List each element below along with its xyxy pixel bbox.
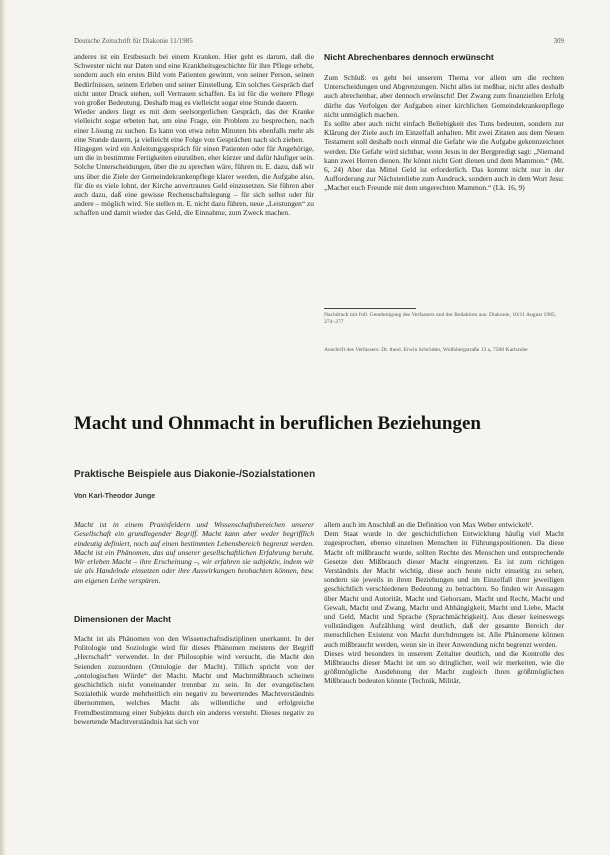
- running-header: [74, 37, 564, 49]
- author-address: Anschrift des Verfassers: Dr. theol. Erwin Schrödter, Wolfsbergstraße 13 a, 7500 Karlsruhe: [324, 347, 528, 353]
- paragraph: Hingegen wird ein Anleitungsgespräch für einen Patienten oder für Angehörige, um die in bestimmte Fertigkeiten einzuüben, eher kürzer und dafür häufiger sein.: [74, 144, 314, 163]
- reprint-note: Nachdruck mit frdl. Genehmigung des Verfassers und der Redaktion aus: Diakonie, 10/11 August 1985, 274–277: [324, 312, 557, 326]
- prev-article-column-2: [324, 52, 564, 314]
- prev-article-column-1: [74, 52, 314, 370]
- article-subtitle: Praktische Beispiele aus Diakonie-/Sozialstationen: [74, 469, 316, 480]
- paragraph: Dem Staat wurde in der geschichtlichen Entwicklung häufig viel Macht zugesprochen, ebenso einzelnen Menschen in Führungspositionen. Da diese Macht oft mißbraucht wurde, sollten Rechte des Menschen und entsprechende Gesetze den Mißbrauch dieser Macht eingrenzen. Es ist zum richtigen Verständnis der Macht wichtig, diese auch heute nicht einseitig zu sehen, sondern sie jeweils in ihren Beziehungen und im Einzelfall ihrer jeweiligen geschichtlich verschiedenen Bedeutung zu betrachten. So finden wir Aussagen über Macht und Autorität, Macht und Gehorsam, Macht und Recht, Macht und Gewalt, Macht und Zwang, Macht und Abhängigkeit, Macht und Liebe, Macht und Geld, Macht und Sprache (Sprachmächtigkeit). Aus dieser keineswegs vollständigen Aufzählung wird deutlich, daß der gesamte Bereich der menschlichen Existenz von Macht durchdrungen ist. Alle Phänomene können auch mißbraucht werden, wenn sie in ihrer Anwendung nicht begrenzt werden.: [324, 529, 564, 649]
- section-heading-dimensions: Dimensionen der Macht: [74, 614, 171, 624]
- running-head: Deutsche Zeitschrift für Diakonie 11/1985: [74, 37, 193, 45]
- author-byline: Von Karl-Theodor Junge: [74, 493, 156, 500]
- paragraph: Wieder anders liegt es mit dem seelsorgerlichen Gespräch, das der Kranke vielleicht sogar erbeten hat, um eine Frage, ein Problem zu besprechen, nach einer Lösung zu suchen. Es kann von etwa zehn Minuten bis ebenfalls mehr als eine Stunde dauern, ja vielleicht eine Folge von Gesprächen nach sich ziehen.: [74, 107, 314, 144]
- paragraph: allem auch im Anschluß an die Definition von Max Weber entwickelt¹.: [324, 520, 534, 529]
- paragraph: Es sollte aber auch nicht einfach Beliebigkeit des Tuns bedeuten, sondern zur Klärung der Ziele auch im Einzelfall anhalten. Mit zwei Zitaten aus dem Neuen Testament soll deshalb noch einmal die Gefahr wie die Aufgabe gekennzeichnet werden. Die Gefahr wird sichtbar, wenn Jesus in der Bergpredigt sagt: „Niemand kann zwei Herren dienen. Ihr könnt nicht Gott dienen und dem Mammon.“ (Mt. 6, 24) Aber das Mittel Geld ist erforderlich. Das kommt nicht nur in der Aufforderung zur Nächstenliebe zum Ausdruck, sondern auch in dem Wort Jesu: „Machet euch Freunde mit dem ungerechten Mammon.“ (Lk. 16, 9): [324, 119, 564, 193]
- paragraph: Solche Unterscheidungen, über die zu sprechen wäre, führen m. E. dazu, daß wir uns über die Ziele der Gemeindekrankenpflege klarer werden, die Aufgabe also, für die es viele lohnt, der Kirche anvertrautes Geld einzusetzen. Sie führen aber auch dazu, daß eine gewisse Rechenschaftslegung – für sich selbst oder für andere – möglich wird. Sie stellen m. E. nicht dazu führen, neue „Leistungen“ zu schaffen und damit wieder das Geld, die Einnahme, zum Zweck machen.: [74, 162, 314, 218]
- article-abstract: Macht ist in einem Praxisfeldern und Wissenschaftsbereichen unserer Gesellschaft ein grundlegender Begriff. Macht kann aber weder begrifflich eindeutig definiert, noch auf einen bestimmten Lebensbereich begrenzt werden. Macht ist ein Phänomen, das auf unserer gesellschaftlichen Erfahrung beruht. Wir erleben Macht – ihre Erscheinung –, wir erfahren sie subjektiv, indem wir sie als Handelnde einsetzen oder ihre Auswirkungen beobachten können, bzw. am eigenen Leibe verspüren.: [74, 520, 314, 585]
- footnote-rule: [324, 308, 416, 309]
- article-column-1: [74, 634, 314, 834]
- paragraph: Dieses wird besonders in unserem Zeitalter deutlich, und die Kontrolle des Mißbrauchs dieser Macht ist um so dringlicher, weil wir merkeiten, wie die größtmögliche Ausdehnung der Macht zugleich ihren größtmöglichen Mißbrauch bedeuten könnte (Technik, Militär,: [324, 648, 564, 686]
- article-column-2: [324, 520, 564, 838]
- page-edge-shadow: [0, 0, 6, 855]
- page-number: 309: [553, 37, 564, 45]
- article-title: Macht und Ohnmacht in beruflichen Beziehungen: [74, 413, 481, 434]
- section-heading: Nicht Abrechenbares dennoch erwünscht: [324, 52, 494, 62]
- paragraph: anderes ist ein Erstbesuch bei einem Kranken. Hier geht es darum, daß die Schwester nicht nur Daten und eine Krankheitsgeschichte für ihre Pflege erhebt, sondern auch ein erstes Bild vom Patienten gewinnt, von seiner Person, seinen Bedürfnissen, seinem Erleben und seiner Einstellung. Ein solches Gespräch darf nicht unter Druck stehen, soll Vertrauen schaffen. Es ist für die weitere Pflege von großer Bedeutung. Deshalb mag es vielleicht sogar eine Stunde dauern.: [74, 52, 314, 108]
- paragraph: Macht ist als Phänomen von den Wissenschaftsdisziplinen unerkannt. In der Politologie und Soziologie wird für dieses Phänomen meistens der Begriff „Herrschaft“ verwendet. In der Philosophie wird versucht, die Macht den Seienden zuzuordnen (Ontologie der Macht). Tillich spricht von der „ontologischen Würde“ der Macht. Macht und Machtmißbrauch scheinen geschichtlich nicht voneinander trennbar zu sein. In der evangelischen Sozialethik wurde mehrheitlich ein negativ zu bewertendes Machtverständnis übernommen, welches Macht als willentliche und erfolgreiche Fremdbestimmung einer Subjekts durch ein anderes versteht. Dieses negativ zu bewertende Machtverständnis hat sich vor: [74, 634, 314, 726]
- paragraph: Zum Schluß: es geht bei unserem Thema vor allem um die rechten Unterscheidungen und Abgrenzungen. Nicht alles ist meßbar, nicht alles deshalb auch abrechenbar, aber dennoch erwünscht! Der Zwang zum finanziellen Erfolg dürfte das Verfolgen der Aufgaben einer kirchlichen Gemeindekrankenpflege nicht unmöglich machen.: [324, 73, 564, 119]
